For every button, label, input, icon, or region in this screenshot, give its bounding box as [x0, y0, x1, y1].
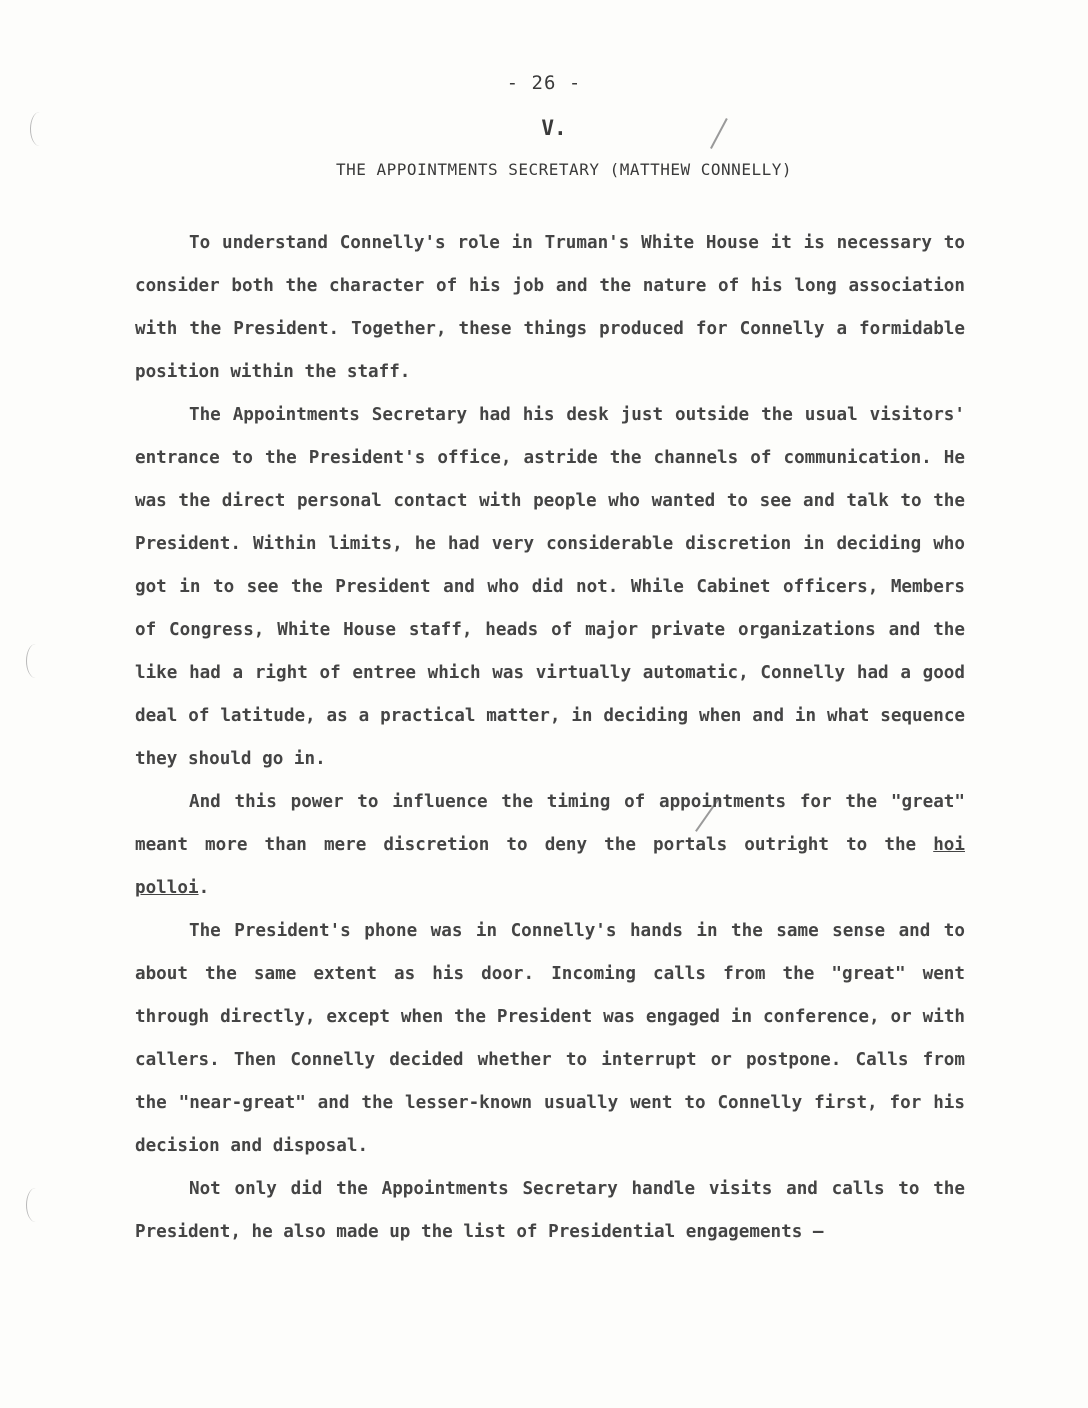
paragraph-text: And this power to influence the timing of appointments for the "great" meant more than mere discretion to deny the portals outright to the: [135, 792, 965, 855]
underlined-phrase: hoi polloi: [135, 835, 965, 898]
paragraph-text: .: [198, 878, 210, 898]
section-title: THE APPOINTMENTS SECRETARY (MATTHEW CONNELLY): [336, 160, 792, 179]
punch-hole-mark: [26, 644, 45, 678]
paragraph: The President's phone was in Connelly's hands in the same sense and to about the same extent as his door. Incoming calls from the "great" went through directly, except when the President was engaged in conference, or with callers. Then Connelly decided whether to interrupt or postpone. Calls from the "near-great" and the lesser-known usually went to Connelly first, for his decision and disposal.: [135, 921, 965, 1156]
paragraph: The Appointments Secretary had his desk just outside the usual visitors' entrance to the President's office, astride the channels of communication. He was the direct personal contact with people who wanted to see and talk to the President. Within limits, he had very considerable discretion in deciding who got in to see the President and who did not. While Cabinet officers, Members of Congress, White House staff, heads of major private organizations and the like had a right of entree which was virtually automatic, Connelly had a good deal of latitude, as a practical matter, in deciding when and in what sequence they should go in.: [135, 405, 965, 769]
section-number: V.: [541, 116, 567, 140]
paragraph: To understand Connelly's role in Truman's White House it is necessary to consider both the character of his job and the nature of his long association with the President. Together, these things produced for Connelly a formidable position within the staff.: [135, 233, 965, 382]
punch-hole-mark: [26, 1188, 45, 1222]
paragraph: Not only did the Appointments Secretary handle visits and calls to the President, he also made up the list of Presidential engagements —: [135, 1179, 965, 1242]
page-number: - 26 -: [506, 72, 582, 94]
body-text: [135, 222, 965, 1254]
paragraph: [135, 781, 965, 910]
